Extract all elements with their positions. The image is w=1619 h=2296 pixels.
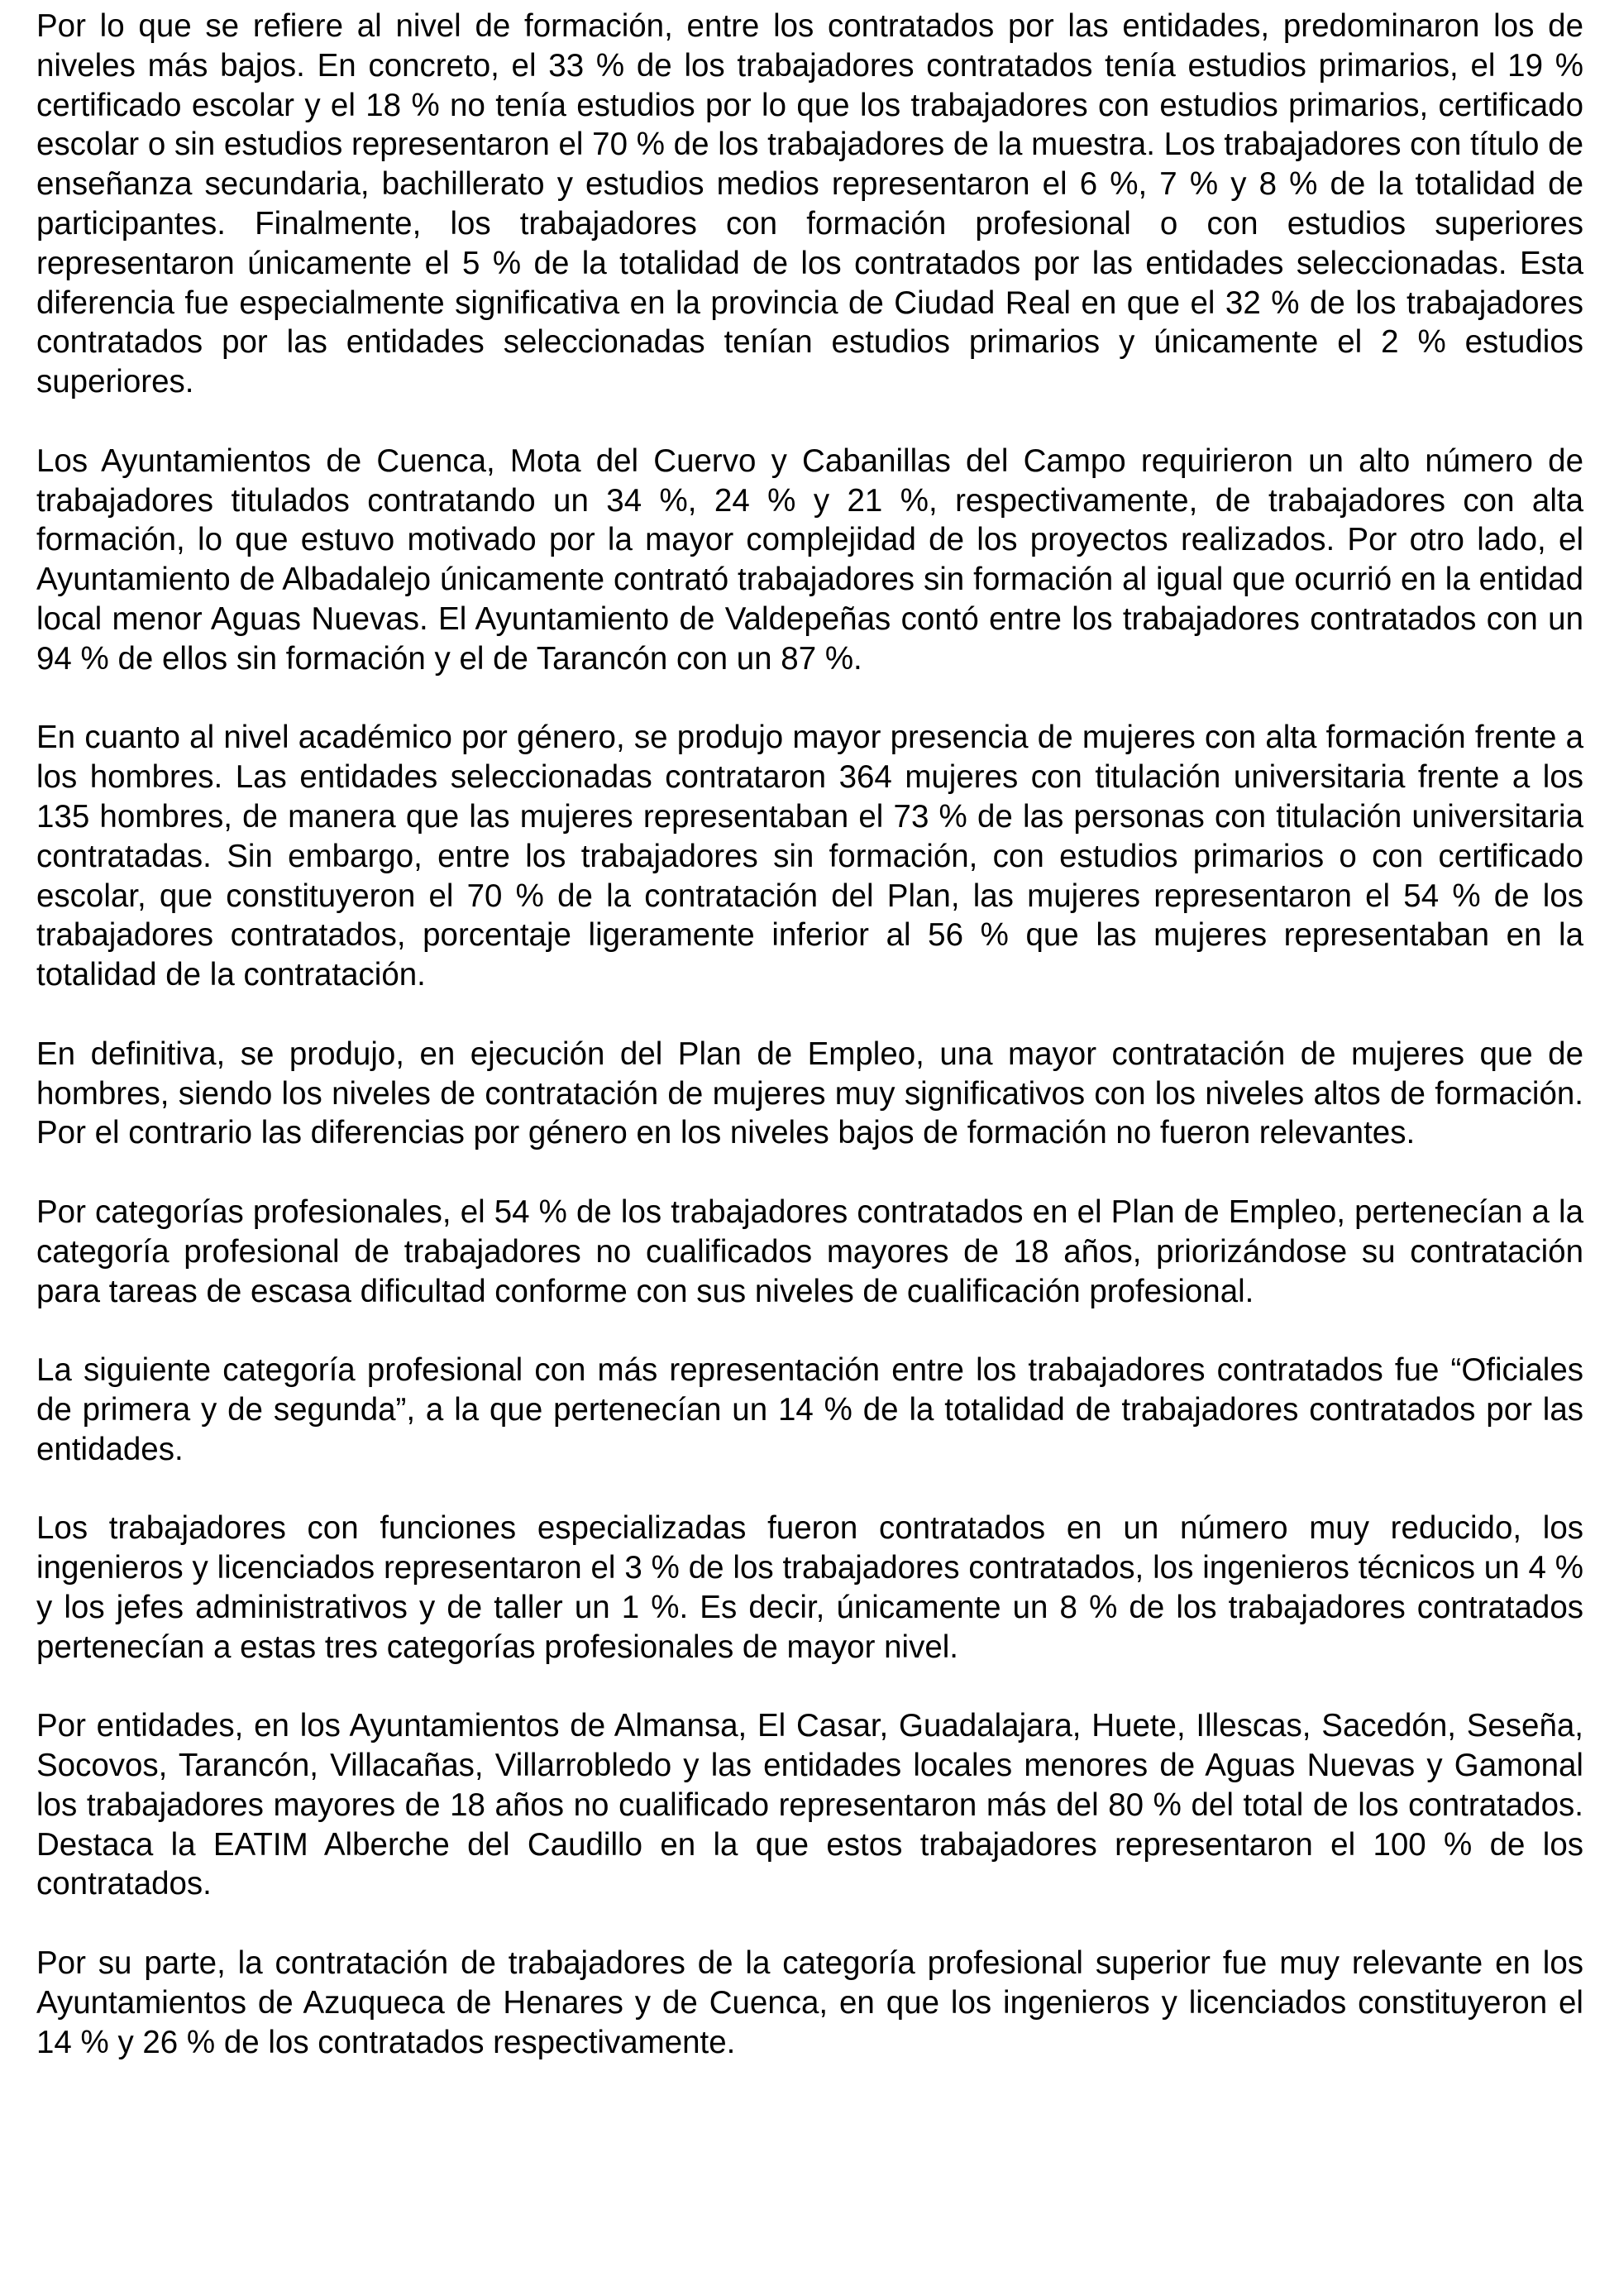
paragraph-por-entidades: Por entidades, en los Ayuntamientos de Almansa, El Casar, Guadalajara, Huete, Illescas, Sacedón, Seseña, Socovos, Tarancón, Villacañas, Villarrobledo y las entidades locales menores de Aguas Nuevas y Gamonal los trabajadores mayores de 18 años no cualificado representaron más del 80 % del total de los contratados. Destaca la EATIM Alberche del Caudillo en la que estos trabajadores representaron el 100 % de los contratados. — [36, 1708, 1583, 1902]
document-page — [36, 7, 1583, 2062]
paragraph-nivel-academico-genero: En cuanto al nivel académico por género, se produjo mayor presencia de mujeres con alta formación frente a los hombres. Las entidades seleccionadas contrataron 364 mujeres con titulación universitaria frente a los 135 hombres, de manera que las mujeres representaban el 73 % de las personas con titulación universitaria contratadas. Sin embargo, entre los trabajadores sin formación, con estudios primarios o con certificado escolar, que constituyeron el 70 % de la contratación del Plan, las mujeres representaron el 54 % de los trabajadores contratados, porcentaje ligeramente inferior al 56 % que las mujeres representaban en la totalidad de la contratación. — [36, 720, 1583, 993]
paragraph-funciones-especializadas: Los trabajadores con funciones especializadas fueron contratados en un número muy reducido, los ingenieros y licenciados representaron el 3 % de los trabajadores contratados, los ingenieros técnicos un 4 % y los jefes administrativos y de taller un 1 %. Es decir, únicamente un 8 % de los trabajadores contratados pertenecían a estas tres categorías profesionales de mayor nivel. — [36, 1510, 1583, 1665]
paragraph-ayuntamientos-titulados: Los Ayuntamientos de Cuenca, Mota del Cuervo y Cabanillas del Campo requirieron un alto número de trabajadores titulados contratando un 34 %, 24 % y 21 %, respectivamente, de trabajadores con alta formación, lo que estuvo motivado por la mayor complejidad de los proyectos realizados. Por otro lado, el Ayuntamiento de Albadalejo únicamente contrató trabajadores sin formación al igual que ocurrió en la entidad local menor Aguas Nuevas. El Ayuntamiento de Valdepeñas contó entre los trabajadores contratados con un 94 % de ellos sin formación y el de Tarancón con un 87 %. — [36, 442, 1583, 677]
paragraph-conclusion-genero: En definitiva, se produjo, en ejecución del Plan de Empleo, una mayor contratación de mujeres que de hombres, siendo los niveles de contratación de mujeres muy significativos con los niveles altos de formación. Por el contrario las diferencias por género en los niveles bajos de formación no fueron relevantes. — [36, 1036, 1583, 1151]
paragraph-oficiales: La siguiente categoría profesional con más representación entre los trabajadores contratados fue “Oficiales de primera y de segunda”, a la que pertenecían un 14 % de la totalidad de trabajadores contratados por las entidades. — [36, 1352, 1583, 1467]
paragraph-categorias-profesionales: Por categorías profesionales, el 54 % de los trabajadores contratados en el Plan de Empleo, pertenecían a la categoría profesional de trabajadores no cualificados mayores de 18 años, priorizándose su contratación para tareas de escasa dificultad conforme con sus niveles de cualificación profesional. — [36, 1193, 1583, 1309]
paragraph-nivel-formacion: Por lo que se refiere al nivel de formación, entre los contratados por las entidades, predominaron los de niveles más bajos. En concreto, el 33 % de los trabajadores contratados tenía estudios primarios, el 19 % certificado escolar y el 18 % no tenía estudios por lo que los trabajadores con estudios primarios, certificado escolar o sin estudios representaron el 70 % de los trabajadores de la muestra. Los trabajadores con título de enseñanza secundaria, bachillerato y estudios medios representaron el 6 %, 7 % y 8 % de la totalidad de participantes. Finalmente, los trabajadores con formación profesional o con estudios superiores representaron únicamente el 5 % de la totalidad de los contratados por las entidades seleccionadas. Esta diferencia fue especialmente significativa en la provincia de Ciudad Real en que el 32 % de los trabajadores contratados por las entidades seleccionadas tenían estudios primarios y únicamente el 2 % estudios superiores. — [36, 8, 1583, 400]
paragraph-categoria-superior: Por su parte, la contratación de trabajadores de la categoría profesional superior fue muy relevante en los Ayuntamientos de Azuqueca de Henares y de Cuenca, en que los ingenieros y licenciados constituyeron el 14 % y 26 % de los contratados respectivamente. — [36, 1945, 1583, 2060]
